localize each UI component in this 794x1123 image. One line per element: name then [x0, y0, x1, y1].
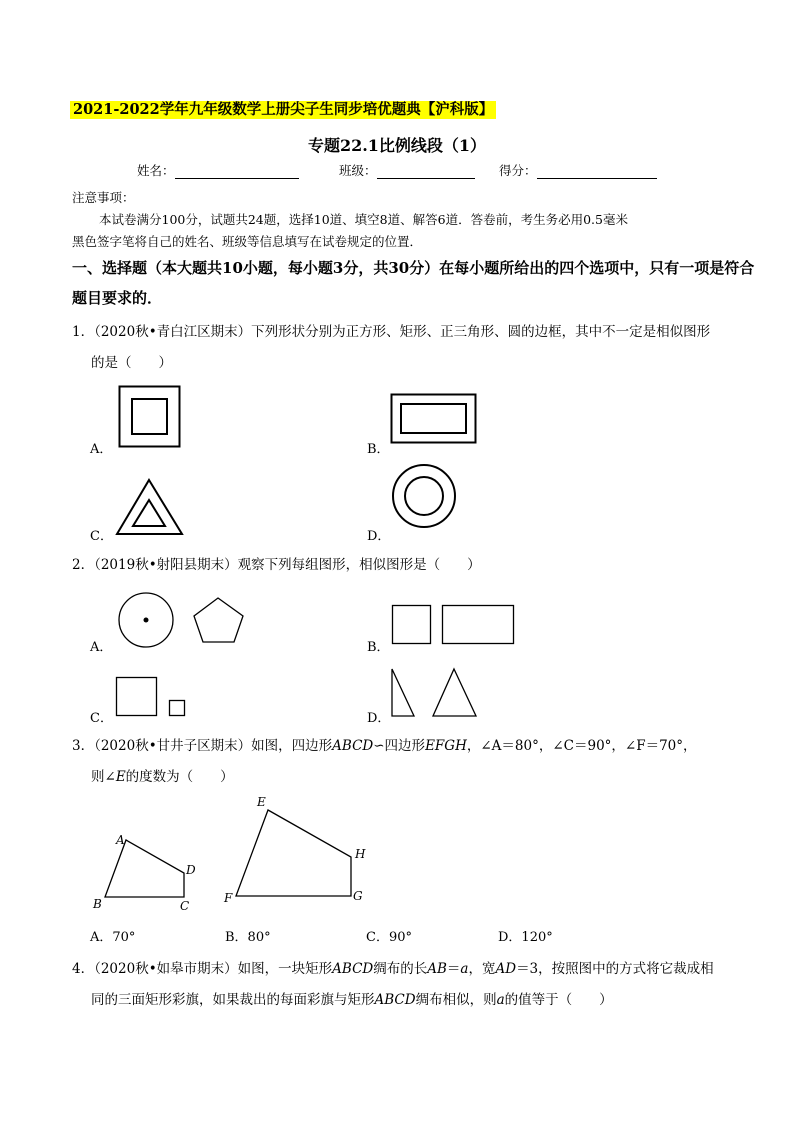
label-e: E	[257, 795, 266, 809]
q1-line-2: 的是（ ）	[91, 355, 172, 371]
q3-option-b[interactable]: B．80°	[225, 930, 271, 945]
q1-figure-a-square-frame	[119, 386, 181, 448]
name-blank[interactable]	[175, 164, 299, 179]
section-heading-line-1: 一、选择题（本大题共10小题，每小题3分，共30分）在每小题所给出的四个选项中，只有一项是符合	[72, 259, 755, 277]
q3-option-a[interactable]: A．70°	[90, 930, 136, 945]
notice-line-1: 本试卷满分100分，试题共24题，选择10道、填空8道、解答6道．答卷前，考生务必用0.5毫米	[99, 212, 628, 227]
notice-heading: 注意事项：	[72, 190, 135, 205]
q3-option-d[interactable]: D．120°	[498, 930, 553, 945]
score-field[interactable]	[499, 161, 657, 179]
q3-option-c[interactable]: C．90°	[366, 930, 412, 945]
label-g: G	[353, 889, 363, 903]
q2-figure-c-small-square	[169, 700, 187, 718]
q2-figure-d-triangle	[432, 668, 478, 718]
label-f: F	[224, 891, 233, 905]
quadrilateral-efgh	[236, 810, 351, 896]
page-title: 专题22.1比例线段（1）	[307, 136, 487, 155]
q2-line-1: 2．（2019秋•射阳县期末）观察下列每组图形，相似图形是（ ）	[72, 557, 481, 573]
q4-line-1: 4．（2020秋•如皋市期末）如图，一块矩形ABCD绸布的长AB＝a，宽AD＝3，按照图中的方式将它裁成相	[72, 961, 714, 977]
q2-option-c[interactable]: C．	[90, 711, 113, 726]
label-c: C	[180, 899, 190, 913]
label-d: D	[186, 863, 196, 877]
q3-line-2: 则∠E的度数为（ ）	[91, 769, 234, 785]
q1-option-a[interactable]: A．	[90, 442, 113, 457]
q2-figure-a-circle	[118, 592, 174, 648]
q3-figure-quadrilaterals	[90, 790, 380, 920]
q1-figure-d-ring	[391, 463, 457, 529]
label-b: B	[93, 897, 102, 911]
q1-figure-b-rectangle-frame	[391, 394, 477, 444]
q2-figure-c-large-square	[116, 677, 158, 717]
q2-figure-a-pentagon	[193, 597, 245, 643]
name-label: 姓名：	[137, 163, 175, 178]
score-blank[interactable]	[537, 164, 657, 179]
q2-figure-b-square	[392, 605, 432, 645]
label-a: A	[116, 833, 125, 847]
q1-line-1: 1．（2020秋•青白江区期末）下列形状分别为正方形、矩形、正三角形、圆的边框，其中不一定是相似图形	[72, 324, 711, 340]
class-blank[interactable]	[377, 164, 475, 179]
q3-line-1: 3．（2020秋•甘井子区期末）如图，四边形ABCD∽四边形EFGH，∠A＝80°，∠C＝90°，∠F＝70°，	[72, 738, 697, 754]
q2-option-b[interactable]: B．	[367, 640, 390, 655]
label-h: H	[355, 847, 366, 861]
q1-option-d[interactable]: D．	[367, 529, 391, 544]
q1-option-c[interactable]: C．	[90, 529, 113, 544]
q4-line-2: 同的三面矩形彩旗，如果裁出的每面彩旗与矩形ABCD绸布相似，则a的值等于（ ）	[91, 992, 613, 1008]
name-field[interactable]	[137, 161, 299, 179]
q2-option-a[interactable]: A．	[90, 640, 113, 655]
quadrilateral-abcd	[105, 840, 184, 897]
q1-option-b[interactable]: B．	[367, 442, 390, 457]
score-label: 得分：	[499, 163, 537, 178]
q2-figure-d-right-triangle	[391, 668, 416, 718]
notice-line-2: 黑色签字笔将自己的姓名、班级等信息填写在试卷规定的位置．	[72, 234, 423, 249]
class-field[interactable]	[339, 161, 475, 179]
class-label: 班级：	[339, 163, 377, 178]
header-banner: 2021-2022学年九年级数学上册尖子生同步培优题典【沪科版】	[70, 101, 496, 119]
q2-option-d[interactable]: D．	[367, 711, 391, 726]
q1-figure-c-triangle-frame	[116, 478, 184, 536]
q2-figure-b-rectangle	[442, 605, 515, 645]
section-heading-line-2: 题目要求的．	[72, 289, 163, 307]
